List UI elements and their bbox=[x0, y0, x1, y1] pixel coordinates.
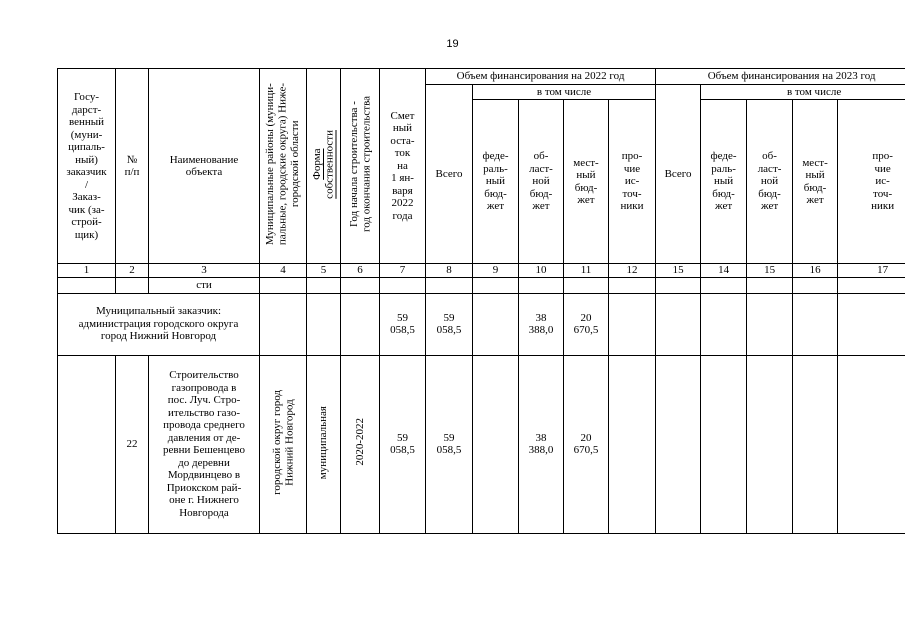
header-balance: Смет ный оста- ток на 1 ян- варя 2022 года bbox=[380, 69, 426, 264]
col-num-14: 14 bbox=[701, 264, 747, 278]
header-num: № п/п bbox=[116, 69, 149, 264]
header-years bbox=[341, 69, 380, 264]
header-other-2022: про- чие ис- точ- ники bbox=[609, 100, 656, 264]
project-num: 22 bbox=[116, 355, 149, 533]
col-num-9: 9 bbox=[473, 264, 519, 278]
header-regional-2022: об- ласт- ной бюд- жет bbox=[519, 100, 564, 264]
project-local-2022: 20 670,5 bbox=[564, 355, 609, 533]
header-ownership bbox=[307, 69, 341, 264]
customer-balance: 59 058,5 bbox=[380, 293, 426, 355]
project-balance: 59 058,5 bbox=[380, 355, 426, 533]
header-other-2023: про- чие ис- точ- ники bbox=[838, 100, 905, 264]
header-including-2023: в том числе bbox=[701, 85, 905, 100]
col-num-11: 11 bbox=[564, 264, 609, 278]
col-num-2: 2 bbox=[116, 264, 149, 278]
header-districts-text: Муниципальные районы (муници- пальные, городские округа) Ниже- городской области bbox=[264, 83, 302, 246]
header-years-text: Год начала строительства - год окончания строительства bbox=[347, 96, 372, 233]
project-regional-2022: 38 388,0 bbox=[519, 355, 564, 533]
col-num-5: 5 bbox=[307, 264, 341, 278]
project-district bbox=[260, 355, 307, 533]
project-district-text: городской округ город Нижний Новгород bbox=[270, 389, 295, 495]
header-local-2022: мест- ный бюд- жет bbox=[564, 100, 609, 264]
header-local-2023: мест- ный бюд- жет bbox=[793, 100, 838, 264]
col-num-12: 12 bbox=[609, 264, 656, 278]
continuation-name: сти bbox=[149, 277, 260, 293]
col-num-16: 16 bbox=[793, 264, 838, 278]
col-num-6: 6 bbox=[341, 264, 380, 278]
header-regional-2023: об- ласт- ной бюд- жет bbox=[747, 100, 793, 264]
customer-total-2022: 59 058,5 bbox=[426, 293, 473, 355]
col-num-7: 7 bbox=[380, 264, 426, 278]
header-districts bbox=[260, 69, 307, 264]
col-num-3: 3 bbox=[149, 264, 260, 278]
header-ownership-text: Форма собственности bbox=[311, 129, 336, 199]
col-num-17: 17 bbox=[838, 264, 905, 278]
customer-row bbox=[58, 293, 905, 355]
col-num-10: 10 bbox=[519, 264, 564, 278]
project-row bbox=[58, 355, 905, 533]
customer-name: Муниципальный заказчик: администрация городского округа город Нижний Новгород bbox=[58, 293, 260, 355]
col-num-1: 1 bbox=[58, 264, 116, 278]
header-total-2022: Всего bbox=[426, 85, 473, 264]
project-ownership bbox=[307, 355, 341, 533]
header-object-name: Наименование объекта bbox=[149, 69, 260, 264]
column-number-row bbox=[58, 264, 905, 278]
project-years-text: 2020-2022 bbox=[353, 418, 366, 467]
project-total-2022: 59 058,5 bbox=[426, 355, 473, 533]
financing-table bbox=[57, 68, 905, 534]
page-number: 19 bbox=[446, 38, 459, 50]
header-total-2023: Всего bbox=[656, 85, 701, 264]
header-federal-2022: феде- раль- ный бюд- жет bbox=[473, 100, 519, 264]
customer-local-2022: 20 670,5 bbox=[564, 293, 609, 355]
header-customer: Госу- дарст- венный (муни- ципаль- ный) заказчик / Заказ- чик (за- строй- щик) bbox=[58, 69, 116, 264]
project-name: Строительство газопровода в пос. Луч. Стро- ительство газо- провода среднего давления от де- ревни Бешенцево до деревни Мордвинцево в Приокском рай- оне г. Нижнего Новгорода bbox=[149, 355, 260, 533]
header-fin-2022: Объем финансирования на 2022 год bbox=[426, 69, 656, 85]
col-num-15: 15 bbox=[747, 264, 793, 278]
col-num-13: 15 bbox=[656, 264, 701, 278]
customer-regional-2022: 38 388,0 bbox=[519, 293, 564, 355]
header-fin-2023: Объем финансирования на 2023 год bbox=[656, 69, 905, 85]
col-num-8: 8 bbox=[426, 264, 473, 278]
project-ownership-text: муниципальная bbox=[317, 405, 330, 479]
continuation-row bbox=[58, 277, 905, 293]
header-including-2022: в том числе bbox=[473, 85, 656, 100]
header-federal-2023: феде- раль- ный бюд- жет bbox=[701, 100, 747, 264]
project-years bbox=[341, 355, 380, 533]
col-num-4: 4 bbox=[260, 264, 307, 278]
